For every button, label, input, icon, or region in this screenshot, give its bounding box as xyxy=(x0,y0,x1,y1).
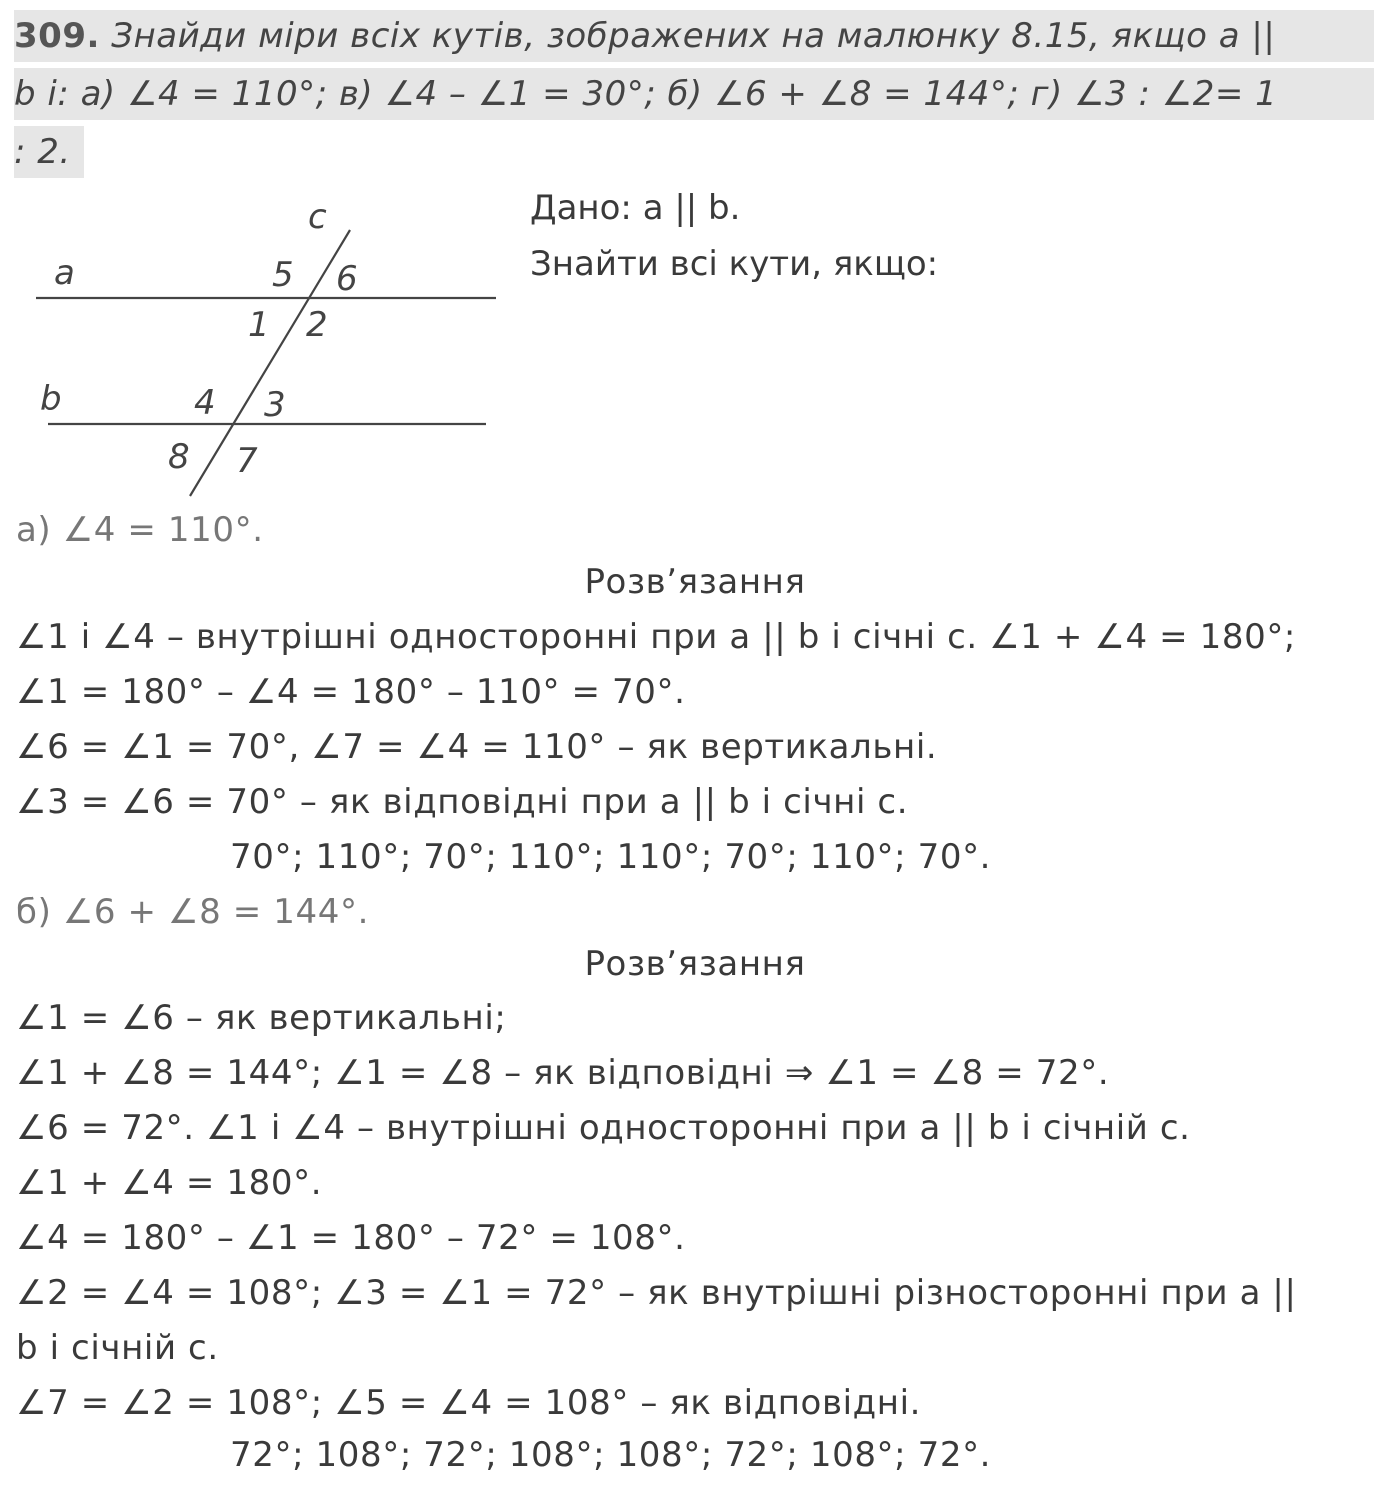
angle-4: 4 xyxy=(194,383,216,423)
part-a-solution-title: Розв’язання xyxy=(584,562,806,602)
part-b-line-7: b і січній c. xyxy=(16,1328,219,1368)
task-number: 309. xyxy=(14,16,100,56)
part-a-line-4: ∠3 = ∠6 = 70° – як відповідні при a || b і січні c. xyxy=(16,782,909,822)
part-a-header: а) ∠4 = 110°. xyxy=(16,510,264,550)
label-b: b xyxy=(40,379,62,419)
angle-5: 5 xyxy=(272,255,294,295)
part-b-line-1: ∠1 = ∠6 – як вертикальні; xyxy=(16,998,507,1038)
part-a-line-2: ∠1 = 180° – ∠4 = 180° – 110° = 70°. xyxy=(16,672,686,712)
angle-2: 2 xyxy=(306,305,328,345)
part-b-line-5: ∠4 = 180° – ∠1 = 180° – 72° = 108°. xyxy=(16,1218,686,1258)
task-text-1: Знайди міри всіх кутів, зображених на малюнку 8.15, якщо a || xyxy=(111,16,1276,56)
label-c: c xyxy=(308,197,327,237)
part-a-line-1: ∠1 і ∠4 – внутрішні односторонні при a || b і січні c. ∠1 + ∠4 = 180°; xyxy=(16,617,1296,657)
part-b-line-8: ∠7 = ∠2 = 108°; ∠5 = ∠4 = 108° – як відповідні. xyxy=(16,1383,922,1423)
line-c xyxy=(190,230,350,496)
part-b-line-3: ∠6 = 72°. ∠1 і ∠4 – внутрішні односторонні при a || b і січній c. xyxy=(16,1108,1191,1148)
part-b-line-4: ∠1 + ∠4 = 180°. xyxy=(16,1163,323,1203)
angle-1: 1 xyxy=(248,305,270,345)
angle-6: 6 xyxy=(336,259,358,299)
angle-8: 8 xyxy=(168,437,190,477)
task-line-2: b і: а) ∠4 = 110°; в) ∠4 – ∠1 = 30°; б) ∠6 + ∠8 = 144°; г) ∠3 : ∠2= 1 xyxy=(14,68,1374,120)
part-b-solution-title: Розв’язання xyxy=(584,944,806,984)
parallel-lines-figure xyxy=(20,180,510,510)
task-line-1 xyxy=(14,10,1374,62)
part-b-line-6: ∠2 = ∠4 = 108°; ∠3 = ∠1 = 72° – як внутрішні різносторонні при a || xyxy=(16,1273,1297,1313)
angle-3: 3 xyxy=(264,385,286,425)
part-a-answer: 70°; 110°; 70°; 110°; 110°; 70°; 110°; 70°. xyxy=(230,837,992,877)
given-block xyxy=(530,180,938,292)
task-line-3: : 2. xyxy=(14,126,84,178)
part-b-answer: 72°; 108°; 72°; 108°; 108°; 72°; 108°; 72°. xyxy=(230,1435,992,1475)
part-a-line-3: ∠6 = ∠1 = 70°, ∠7 = ∠4 = 110° – як вертикальні. xyxy=(16,727,938,767)
label-a: a xyxy=(54,253,75,293)
part-b-line-2: ∠1 + ∠8 = 144°; ∠1 = ∠8 – як відповідні ⇒ ∠1 = ∠8 = 72°. xyxy=(16,1053,1110,1093)
angle-7: 7 xyxy=(236,441,258,481)
given-line-2: Знайти всі кути, якщо: xyxy=(530,244,939,284)
part-b-header: б) ∠6 + ∠8 = 144°. xyxy=(16,892,369,932)
given-line-1: Дано: a || b. xyxy=(530,188,741,228)
